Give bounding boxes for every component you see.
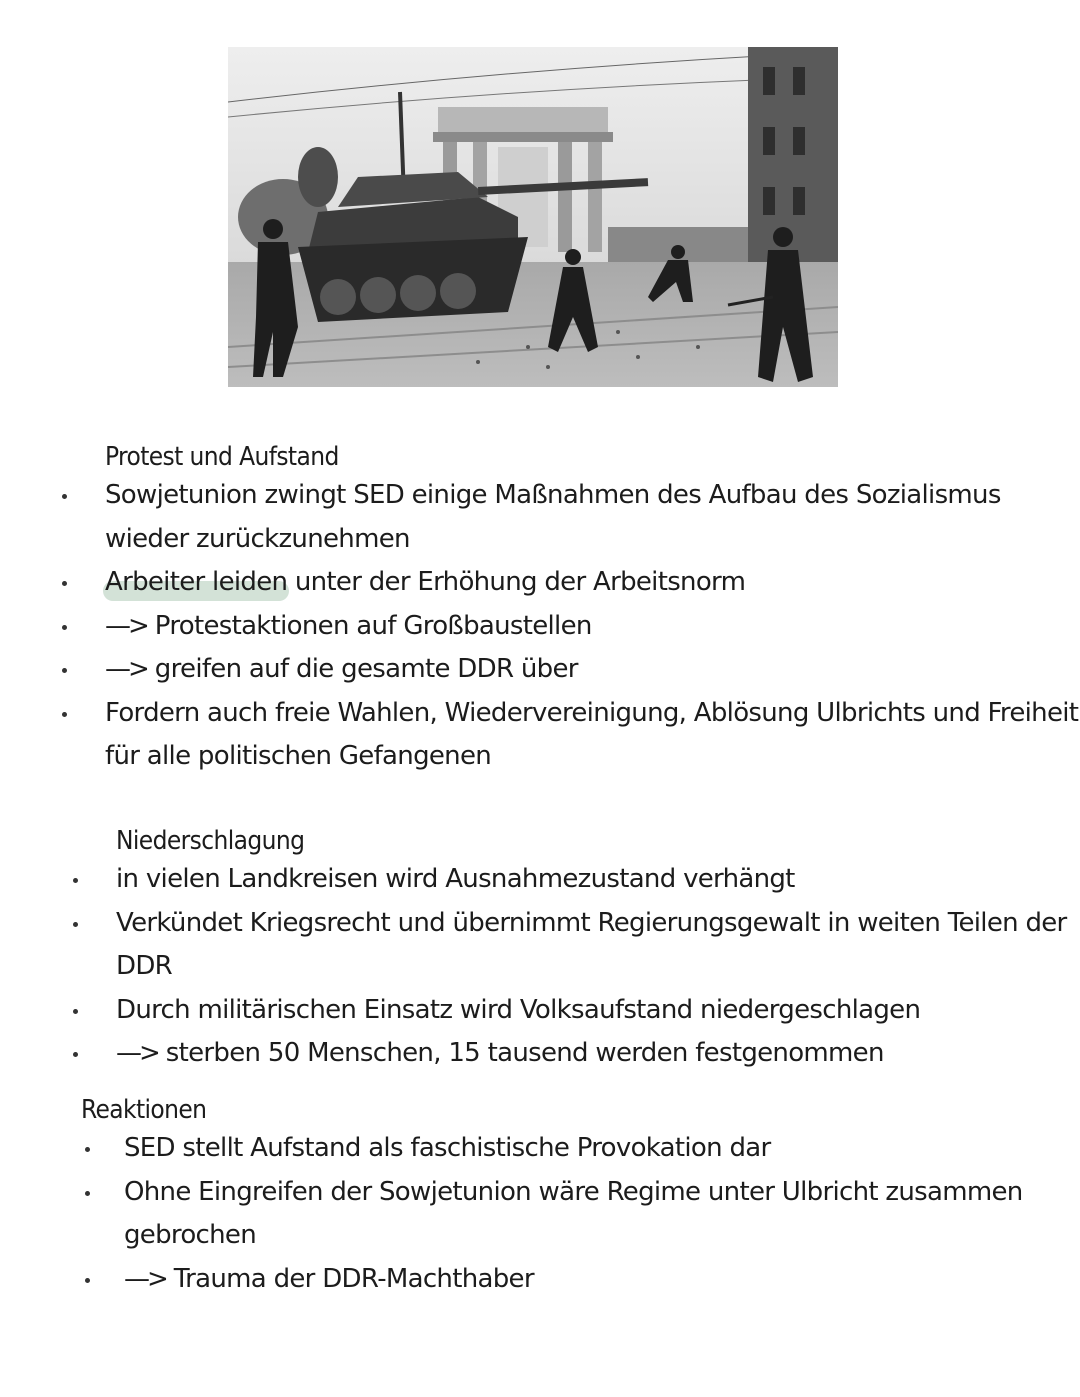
arrow-icon: —> bbox=[105, 610, 147, 641]
arrow-icon: —> bbox=[124, 1263, 166, 1294]
list-item bbox=[0, 858, 1080, 902]
bullet-icon bbox=[73, 922, 78, 927]
bullet-icon bbox=[73, 1052, 78, 1057]
bullet-icon bbox=[62, 625, 67, 630]
section-heading: Reaktionen bbox=[81, 1093, 218, 1127]
bullet-icon bbox=[73, 878, 78, 883]
list-item bbox=[0, 561, 1080, 605]
bullet-icon bbox=[62, 668, 67, 673]
list-item bbox=[0, 1258, 1080, 1302]
item-text: Verkündet Kriegsrecht und übernimmt Regierungsgewalt in weiten Teilen der DDR bbox=[116, 907, 1067, 981]
bullet-icon bbox=[62, 494, 67, 499]
highlighted-text: Arbeiter leiden bbox=[105, 567, 288, 597]
section-protest bbox=[0, 440, 1080, 779]
item-text: Ohne Eingreifen der Sowjetunion wäre Regime unter Ulbricht zusammen gebrochen bbox=[124, 1176, 1023, 1250]
item-text: Fordern auch freie Wahlen, Wiedervereinigung, Ablösung Ulbrichts und Freiheit für alle politischen Gefangenen bbox=[105, 697, 1079, 771]
list-item bbox=[0, 474, 1080, 561]
list-item bbox=[0, 1171, 1080, 1258]
list-item bbox=[0, 1032, 1080, 1076]
tank-protest-illustration bbox=[228, 47, 838, 387]
list-item bbox=[0, 989, 1080, 1033]
section-heading: Niederschlagung bbox=[116, 824, 316, 858]
section-heading: Protest und Aufstand bbox=[105, 440, 351, 474]
arrow-icon: —> bbox=[116, 1038, 158, 1068]
item-text: Durch militärischen Einsatz wird Volksaufstand niedergeschlagen bbox=[116, 994, 921, 1025]
list-item bbox=[0, 902, 1080, 989]
list-item bbox=[0, 692, 1080, 779]
item-text: Protestaktionen auf Großbaustellen bbox=[154, 610, 592, 641]
item-text: sterben 50 Menschen, 15 tausend werden festgenommen bbox=[165, 1038, 884, 1068]
section-niederschlagung bbox=[0, 824, 1080, 1076]
section-reaktionen bbox=[0, 1093, 1080, 1301]
item-text: greifen auf die gesamte DDR über bbox=[154, 654, 578, 684]
item-text: in vielen Landkreisen wird Ausnahmezustand verhängt bbox=[116, 864, 795, 894]
list-item bbox=[0, 1127, 1080, 1171]
bullet-icon bbox=[85, 1278, 90, 1283]
item-text: unter der Erhöhung der Arbeitsnorm bbox=[287, 567, 746, 597]
historical-photo bbox=[228, 47, 838, 387]
list-item bbox=[0, 605, 1080, 649]
list-item bbox=[0, 648, 1080, 692]
item-text: Sowjetunion zwingt SED einige Maßnahmen des Aufbau des Sozialismus wieder zurückzunehmen bbox=[105, 480, 1001, 554]
bullet-icon bbox=[85, 1147, 90, 1152]
item-text: SED stellt Aufstand als faschistische Provokation dar bbox=[124, 1133, 771, 1163]
bullet-icon bbox=[62, 712, 67, 717]
bullet-icon bbox=[85, 1191, 90, 1196]
bullet-icon bbox=[73, 1009, 78, 1014]
arrow-icon: —> bbox=[105, 654, 147, 684]
bullet-icon bbox=[62, 581, 67, 586]
item-text: Trauma der DDR-Machthaber bbox=[173, 1263, 534, 1294]
